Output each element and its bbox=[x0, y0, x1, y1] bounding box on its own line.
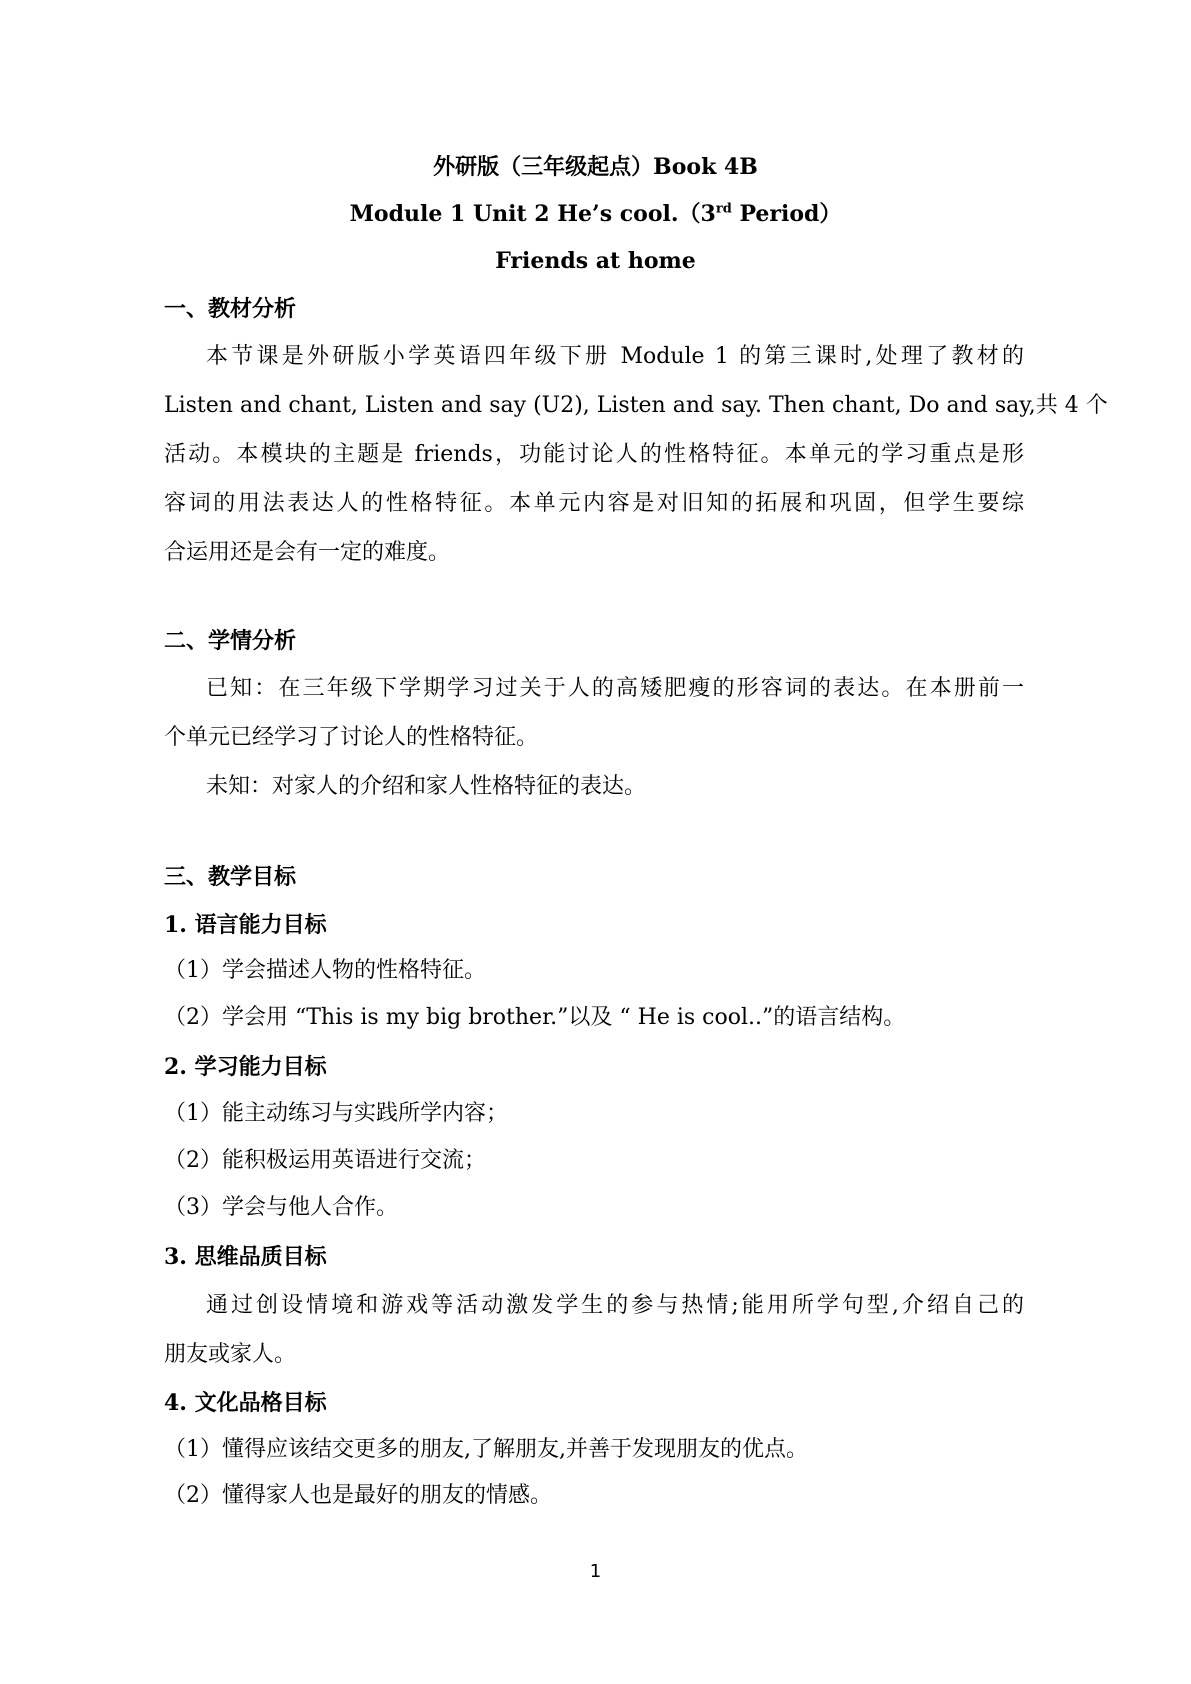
section1-paragraph-line: 活动。本模块的主题是 friends，功能讨论人的性格特征。本单元的学习重点是形 bbox=[164, 442, 1024, 467]
goal2-item: （2）能积极运用英语进行交流； bbox=[164, 1148, 486, 1173]
title-ordinal-suffix: rd bbox=[715, 201, 732, 217]
goal2-item: （3）学会与他人合作。 bbox=[164, 1195, 398, 1220]
page-number: 1 bbox=[589, 1561, 602, 1582]
title-line-2-main: Module 1 Unit 2 He’s cool.（3 bbox=[349, 201, 716, 227]
section3-heading: 三、教学目标 bbox=[164, 864, 297, 890]
section2-paragraph-line: 个单元已经学习了讨论人的性格特征。 bbox=[164, 725, 539, 750]
goal4-item: （1）懂得应该结交更多的朋友,了解朋友,并善于发现朋友的优点。 bbox=[164, 1437, 808, 1462]
section1-paragraph-line: 容词的用法表达人的性格特征。本单元内容是对旧知的拓展和巩固，但学生要综 bbox=[164, 491, 1024, 516]
title-line-1: 外研版（三年级起点）Book 4B bbox=[433, 154, 758, 180]
goal3-paragraph-line: 朋友或家人。 bbox=[164, 1342, 297, 1367]
goal3-heading: 3. 思维品质目标 bbox=[164, 1244, 327, 1270]
title-line-3: Friends at home bbox=[495, 248, 696, 274]
goal4-heading: 4. 文化品格目标 bbox=[164, 1390, 327, 1416]
goal2-heading: 2. 学习能力目标 bbox=[164, 1054, 327, 1080]
section2-paragraph-line: 未知：对家人的介绍和家人性格特征的表达。 bbox=[206, 774, 647, 799]
section1-heading: 一、教材分析 bbox=[164, 296, 297, 322]
goal2-item: （1）能主动练习与实践所学内容； bbox=[164, 1101, 508, 1126]
section1-paragraph-line: 合运用还是会有一定的难度。 bbox=[164, 540, 451, 565]
goal1-heading: 1. 语言能力目标 bbox=[164, 912, 327, 938]
goal3-paragraph-line: 通过创设情境和游戏等活动激发学生的参与热情;能用所学句型,介绍自己的 bbox=[206, 1293, 1024, 1318]
section2-heading: 二、学情分析 bbox=[164, 628, 297, 654]
title-line-2-end: Period） bbox=[731, 201, 842, 227]
title-line-2 bbox=[0, 199, 1191, 229]
goal1-item: （2）学会用 “This is my big brother.”以及 “ He is cool..”的语言结构。 bbox=[164, 1005, 906, 1030]
section2-paragraph-line: 已知：在三年级下学期学习过关于人的高矮肥瘦的形容词的表达。在本册前一 bbox=[206, 676, 1024, 701]
section1-paragraph-line: Listen and chant, Listen and say (U2), Listen and say. Then chant, Do and say,共 4 个 bbox=[164, 393, 1108, 418]
goal1-item: （1）学会描述人物的性格特征。 bbox=[164, 958, 486, 983]
goal4-item: （2）懂得家人也是最好的朋友的情感。 bbox=[164, 1483, 552, 1508]
section1-paragraph-line: 本节课是外研版小学英语四年级下册 Module 1 的第三课时,处理了教材的 bbox=[206, 344, 1024, 369]
